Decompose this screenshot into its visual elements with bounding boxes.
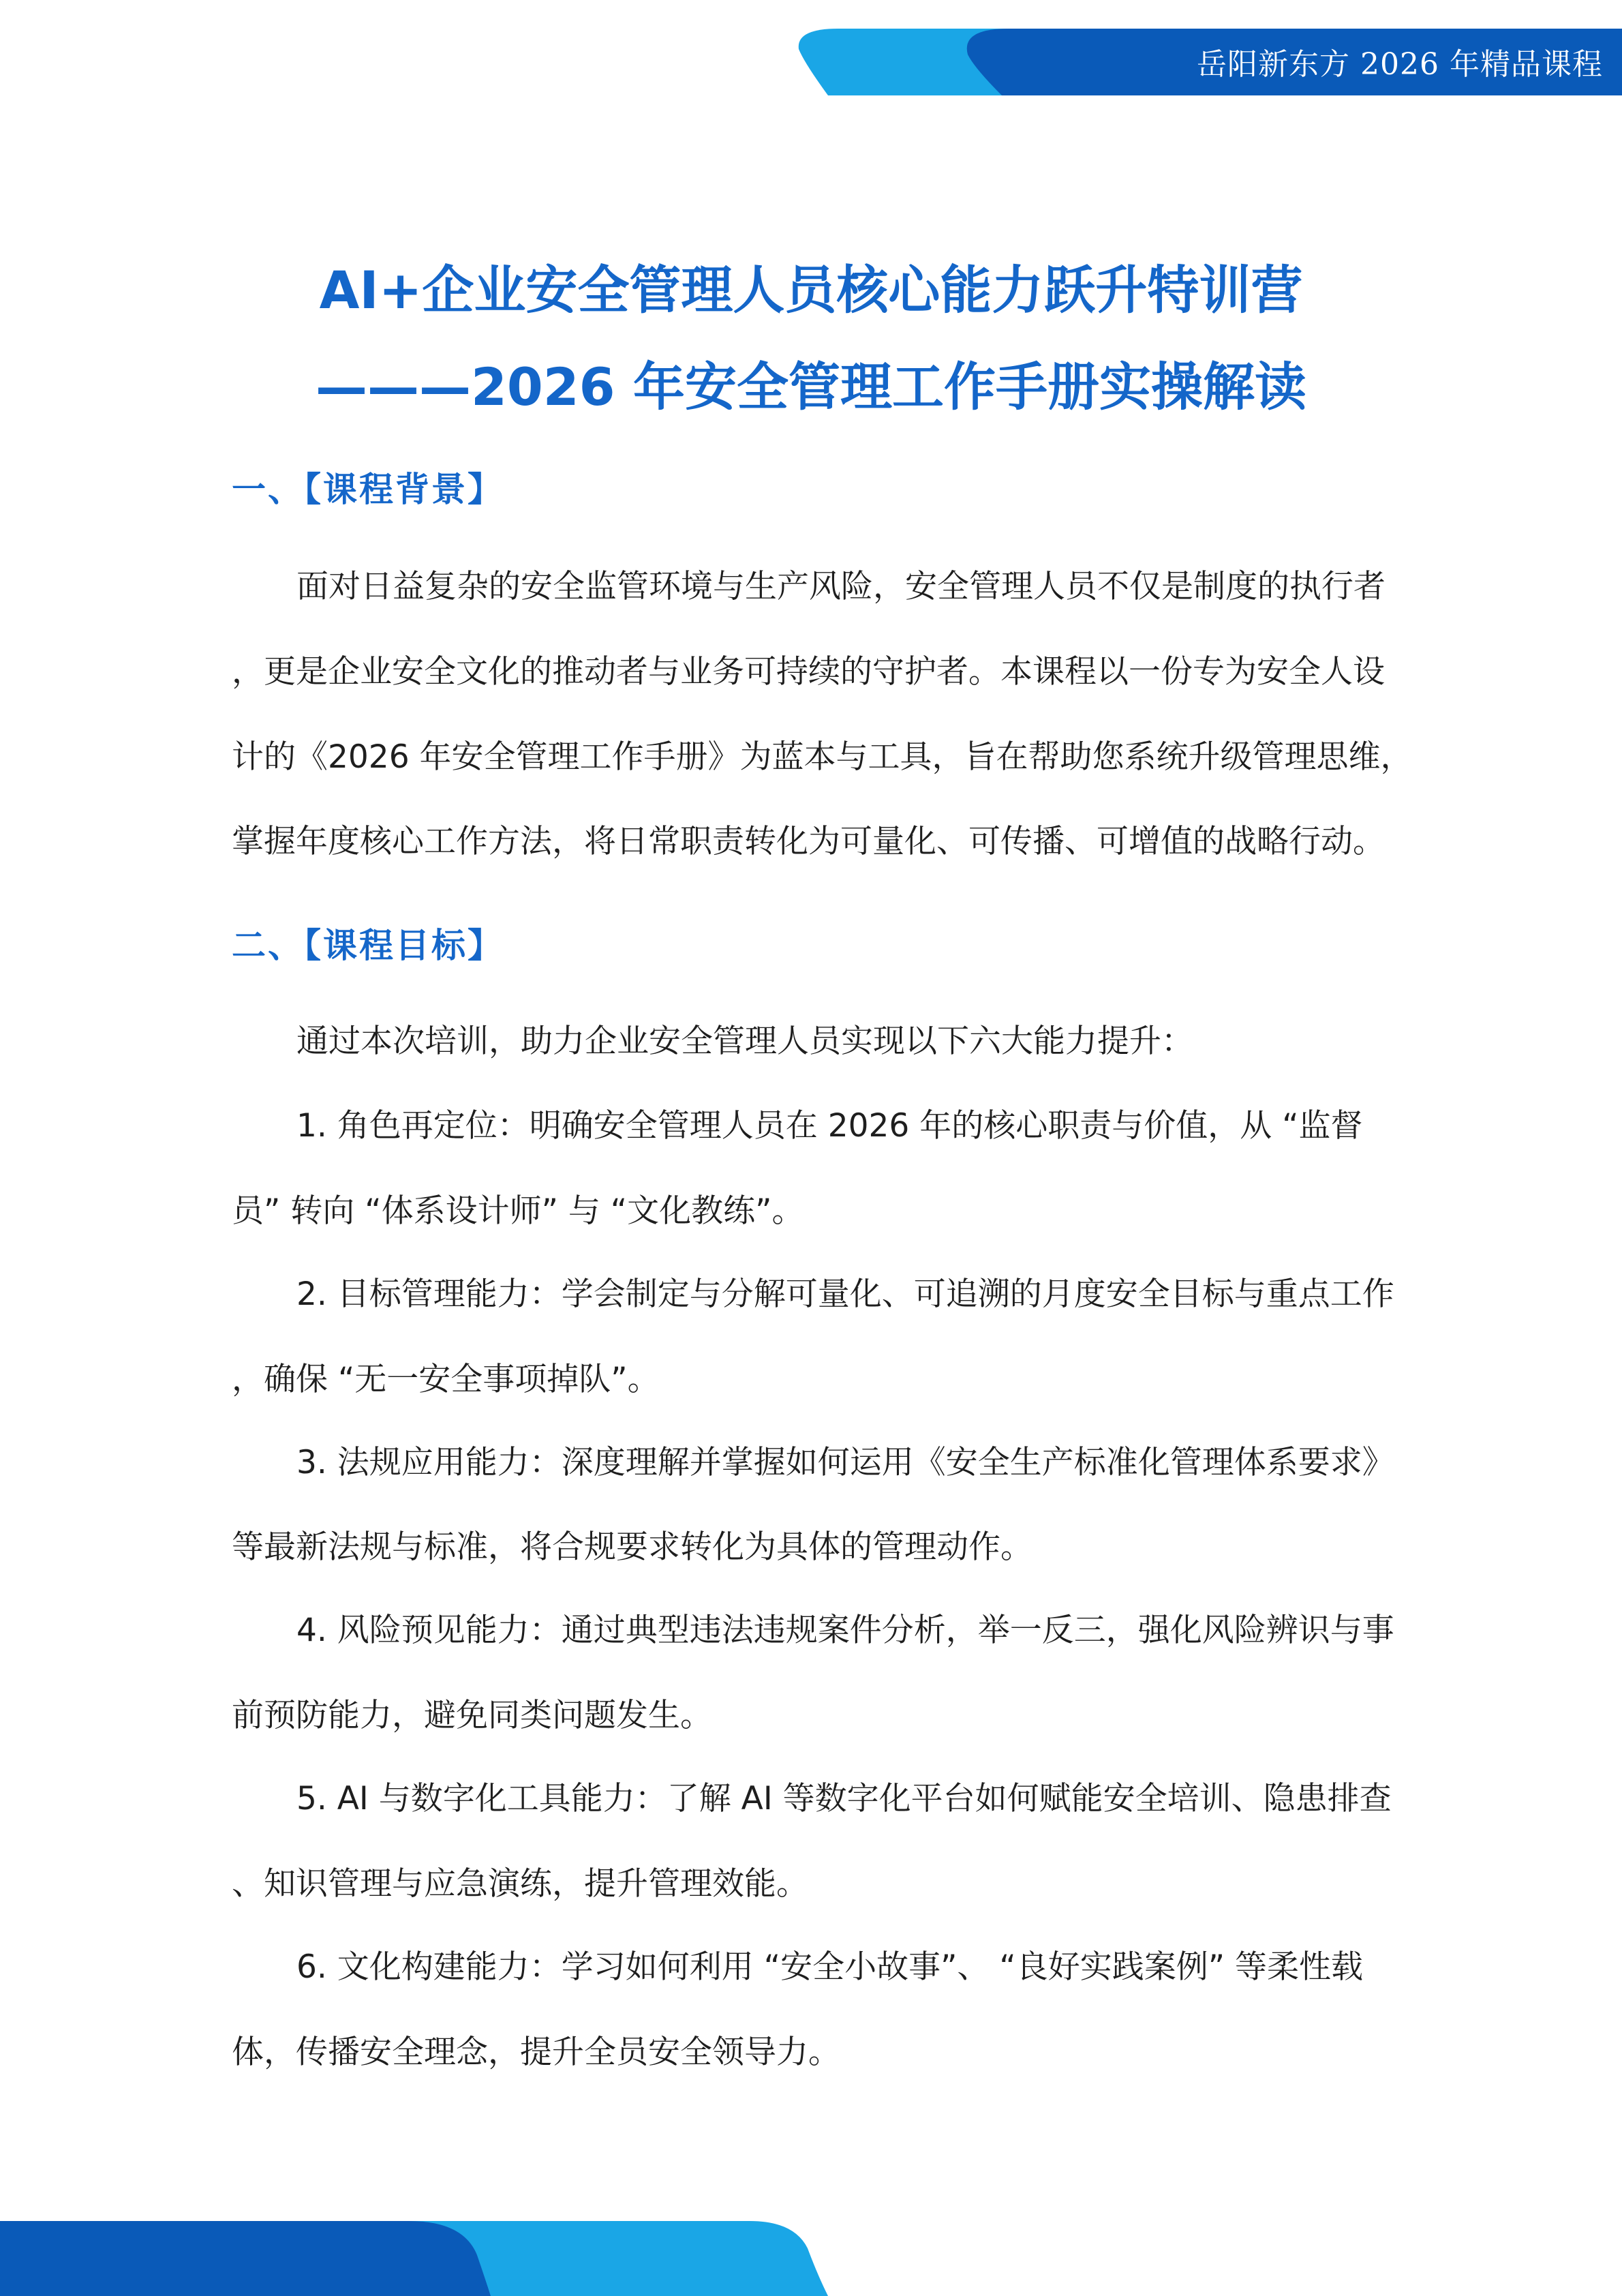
goals-intro: 通过本次培训，助力企业安全管理人员实现以下六大能力提升： [296, 1023, 1193, 1060]
header-tagline: 岳阳新东方 2026 年精品课程 [1197, 47, 1603, 82]
page-title-line2: ———2026 年安全管理工作手册实操解读 [316, 357, 1306, 417]
goal-item-line: 3. 法规应用能力：深度理解并掌握如何运用《安全生产标准化管理体系要求》 [296, 1444, 1394, 1481]
goal-item-line: 、知识管理与应急演练，提升管理效能。 [232, 1865, 808, 1903]
section-heading-background: 一、【课程背景】 [232, 470, 504, 509]
goal-item-line: 4. 风险预见能力：通过典型违法违规案件分析，举一反三，强化风险辨识与事 [296, 1612, 1394, 1649]
paragraph-line: 计的《2026 年安全管理工作手册》为蓝本与工具，旨在帮助您系统升级管理思维， [232, 738, 1413, 776]
goal-item-line: 1. 角色再定位：明确安全管理人员在 2026 年的核心职责与价值，从 “监督 [296, 1107, 1363, 1145]
section-heading-goals: 二、【课程目标】 [232, 926, 504, 965]
goal-item-line: 等最新法规与标准，将合规要求转化为具体的管理动作。 [232, 1528, 1032, 1566]
footer-band [0, 2221, 1622, 2296]
page-title-line1: AI+企业安全管理人员核心能力跃升特训营 [319, 260, 1303, 320]
goal-item-line: 5. AI 与数字化工具能力：了解 AI 等数字化平台如何赋能安全培训、隐患排查 [296, 1780, 1392, 1817]
goal-item-line: 员” 转向 “体系设计师” 与 “文化教练”。 [232, 1192, 804, 1230]
goal-item-line: ，确保 “无一安全事项掉队”。 [232, 1361, 660, 1398]
goal-item-line: 体，传播安全理念，提升全员安全领导力。 [232, 2034, 840, 2071]
paragraph-line: 掌握年度核心工作方法，将日常职责转化为可量化、可传播、可增值的战略行动。 [232, 823, 1385, 860]
goal-item-line: 2. 目标管理能力：学会制定与分解可量化、可追溯的月度安全目标与重点工作 [296, 1275, 1394, 1313]
paragraph-line: ，更是企业安全文化的推动者与业务可持续的守护者。本课程以一份专为安全人设 [232, 653, 1385, 691]
paragraph-line: 面对日益复杂的安全监管环境与生产风险，安全管理人员不仅是制度的执行者 [296, 568, 1386, 605]
goal-item-line: 前预防能力，避免同类问题发生。 [232, 1697, 712, 1734]
goal-item-line: 6. 文化构建能力：学习如何利用 “安全小故事”、 “良好实践案例” 等柔性载 [296, 1948, 1363, 1986]
